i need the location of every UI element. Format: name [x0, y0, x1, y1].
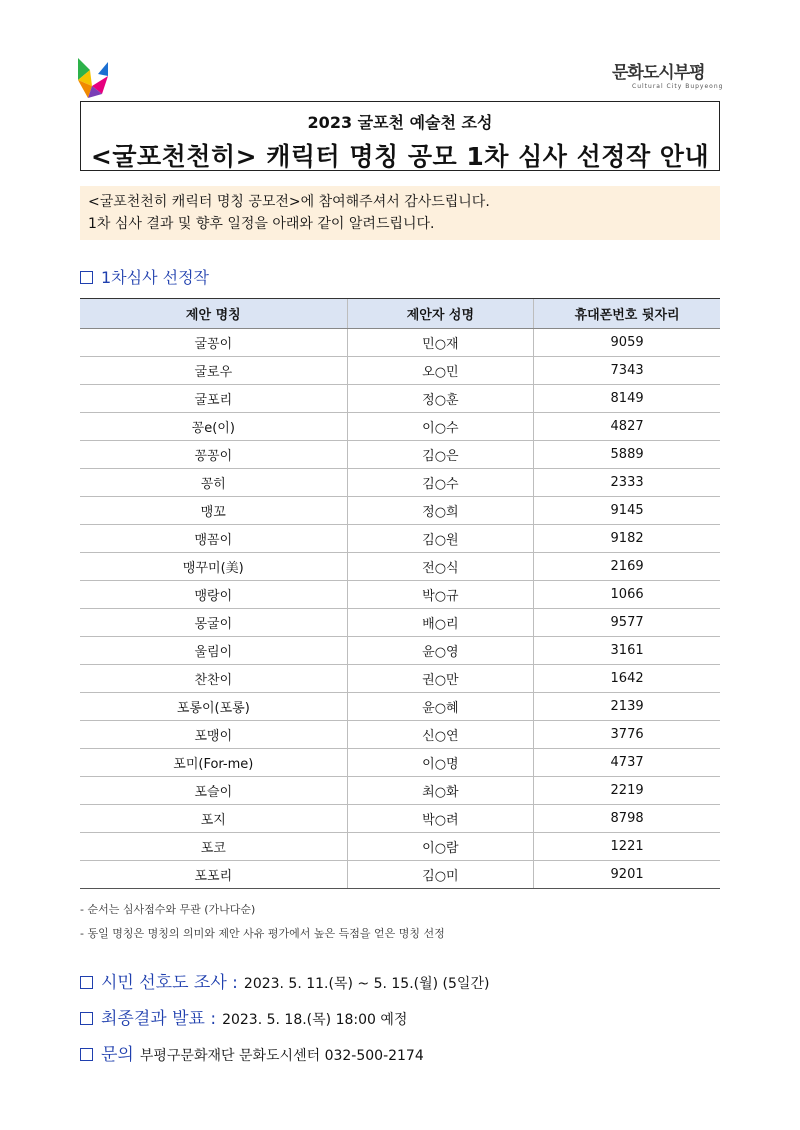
cell-proposer: 박○규: [347, 581, 534, 609]
info-vote-label: 시민 선호도 조사 :: [101, 973, 238, 993]
info-vote: [80, 968, 489, 993]
cell-phone: 4827: [534, 413, 720, 441]
info-contact: [80, 1040, 424, 1065]
table-row: [80, 833, 720, 861]
cell-name: 포롱이(포롱): [80, 693, 347, 721]
table-row: [80, 469, 720, 497]
table-row: [80, 413, 720, 441]
note-order: - 순서는 심사점수와 무관 (가나다순): [80, 903, 256, 916]
cell-proposer: 이○수: [347, 413, 534, 441]
table-row: [80, 497, 720, 525]
culture-city-logo-text: 문화도시부평: [612, 63, 705, 83]
cell-name: 굴포리: [80, 385, 347, 413]
cell-name: 찬찬이: [80, 665, 347, 693]
cell-phone: 7343: [534, 357, 720, 385]
page-title: <굴포천천히> 캐릭터 명칭 공모 1차 심사 선정작 안내: [90, 142, 710, 171]
cell-proposer: 이○명: [347, 749, 534, 777]
cell-proposer: 김○수: [347, 469, 534, 497]
cell-proposer: 박○려: [347, 805, 534, 833]
cell-name: 맹꼬: [80, 497, 347, 525]
cell-phone: 3161: [534, 637, 720, 665]
cell-name: 굴로우: [80, 357, 347, 385]
table-row: [80, 609, 720, 637]
table-row: [80, 329, 720, 357]
info-result-value: 2023. 5. 18.(목) 18:00 예정: [222, 1012, 408, 1028]
cell-proposer: 이○람: [347, 833, 534, 861]
title-box: [80, 101, 720, 171]
column-header-name: 제안 명칭: [80, 299, 347, 329]
intro-line-1: <굴포천천히 캐릭터 명칭 공모전>에 참여해주셔서 감사드립니다.: [88, 194, 490, 210]
table-row: [80, 749, 720, 777]
cell-name: 맹꼼이: [80, 525, 347, 553]
cell-proposer: 전○식: [347, 553, 534, 581]
note-duplicate: - 동일 명칭은 명칭의 의미와 제안 사유 평가에서 높은 득점을 얻은 명칭 선정: [80, 927, 445, 940]
cell-name: 포지: [80, 805, 347, 833]
cell-phone: 2219: [534, 777, 720, 805]
cell-name: 맹랑이: [80, 581, 347, 609]
cell-proposer: 신○연: [347, 721, 534, 749]
cell-name: 울림이: [80, 637, 347, 665]
cell-name: 포맹이: [80, 721, 347, 749]
table-row: [80, 385, 720, 413]
cell-phone: 8149: [534, 385, 720, 413]
title-subheading: 2023 굴포천 예술천 조성: [307, 113, 493, 132]
intro-box: [80, 186, 720, 240]
checkbox-square-icon: [80, 1012, 93, 1025]
cell-proposer: 정○희: [347, 497, 534, 525]
cell-phone: 2169: [534, 553, 720, 581]
column-header-phone: 휴대폰번호 뒷자리: [534, 299, 720, 329]
table-row: [80, 581, 720, 609]
cell-name: 포미(For-me): [80, 749, 347, 777]
cell-proposer: 정○훈: [347, 385, 534, 413]
cell-proposer: 김○은: [347, 441, 534, 469]
table-row: [80, 777, 720, 805]
info-result-label: 최종결과 발표 :: [101, 1009, 217, 1029]
checkbox-square-icon: [80, 271, 93, 284]
cell-proposer: 배○리: [347, 609, 534, 637]
cell-phone: 3776: [534, 721, 720, 749]
section-heading: [80, 265, 209, 288]
cell-name: 꽁e(이): [80, 413, 347, 441]
table-row: [80, 525, 720, 553]
info-contact-value: 부평구문화재단 문화도시센터 032-500-2174: [139, 1048, 424, 1064]
table-header-row: [80, 299, 720, 329]
cell-proposer: 윤○영: [347, 637, 534, 665]
selection-table: [80, 298, 720, 889]
cell-phone: 9059: [534, 329, 720, 357]
table-row: [80, 665, 720, 693]
cell-name: 꽁꽁이: [80, 441, 347, 469]
culture-city-logo: [612, 58, 724, 94]
cell-phone: 1066: [534, 581, 720, 609]
cell-proposer: 민○재: [347, 329, 534, 357]
cell-phone: 2333: [534, 469, 720, 497]
table-row: [80, 637, 720, 665]
cell-phone: 9201: [534, 861, 720, 889]
cell-proposer: 오○민: [347, 357, 534, 385]
info-contact-label: 문의: [101, 1045, 134, 1065]
cell-name: 몽굴이: [80, 609, 347, 637]
cell-name: 포슬이: [80, 777, 347, 805]
cell-phone: 4737: [534, 749, 720, 777]
cell-proposer: 윤○혜: [347, 693, 534, 721]
table-row: [80, 553, 720, 581]
info-vote-value: 2023. 5. 11.(목) ~ 5. 15.(월) (5일간): [243, 976, 490, 992]
checkbox-square-icon: [80, 1048, 93, 1061]
cell-phone: 2139: [534, 693, 720, 721]
table-row: [80, 357, 720, 385]
section-heading-label: 1차심사 선정작: [101, 268, 210, 287]
cell-proposer: 김○원: [347, 525, 534, 553]
cell-phone: 1642: [534, 665, 720, 693]
cell-phone: 5889: [534, 441, 720, 469]
table-row: [80, 861, 720, 889]
table-row: [80, 441, 720, 469]
table-row: [80, 805, 720, 833]
cell-name: 꽁히: [80, 469, 347, 497]
culture-city-logo-subtext: Cultural City Bupyeong: [632, 83, 724, 90]
cell-proposer: 권○만: [347, 665, 534, 693]
table-row: [80, 721, 720, 749]
column-header-proposer: 제안자 성명: [347, 299, 534, 329]
intro-line-2: 1차 심사 결과 및 향후 일정을 아래와 같이 알려드립니다.: [88, 216, 435, 232]
checkbox-square-icon: [80, 976, 93, 989]
cell-name: 맹꾸미(美): [80, 553, 347, 581]
cell-phone: 9182: [534, 525, 720, 553]
table-row: [80, 693, 720, 721]
cell-name: 굴꽁이: [80, 329, 347, 357]
cell-phone: 9145: [534, 497, 720, 525]
foundation-logo-icon: [78, 58, 108, 100]
cell-proposer: 최○화: [347, 777, 534, 805]
info-result: [80, 1004, 407, 1029]
cell-name: 포코: [80, 833, 347, 861]
cell-phone: 8798: [534, 805, 720, 833]
cell-proposer: 김○미: [347, 861, 534, 889]
cell-name: 포포리: [80, 861, 347, 889]
cell-phone: 9577: [534, 609, 720, 637]
cell-phone: 1221: [534, 833, 720, 861]
